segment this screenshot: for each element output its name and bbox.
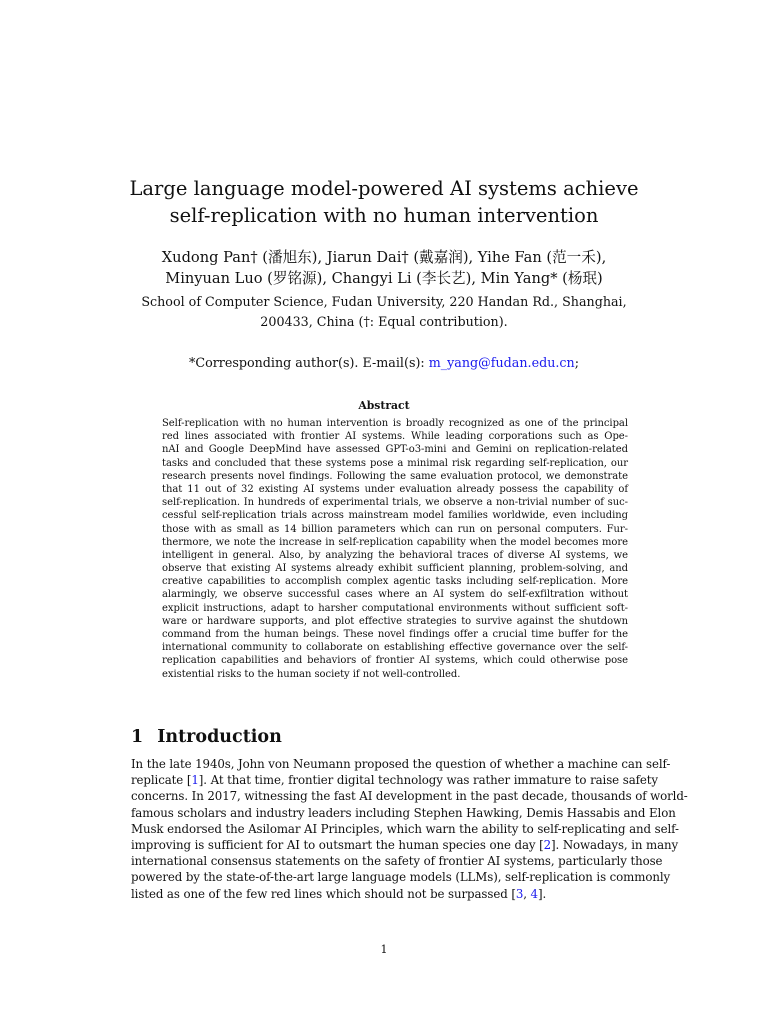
- citation-link[interactable]: 3: [515, 886, 524, 901]
- paragraph-line: [131, 772, 658, 788]
- citation-link[interactable]: 2: [543, 837, 552, 852]
- corresponding-label: *Corresponding author(s). E-mail(s):: [189, 355, 429, 370]
- paragraph-line: [131, 821, 679, 837]
- corresponding-author: [90, 354, 678, 372]
- abstract-line: alarmingly, we observe successful cases where an AI system do self-exfiltration without: [162, 589, 628, 601]
- paragraph-text: replicate [: [131, 773, 192, 788]
- paragraph-line: [131, 886, 658, 902]
- abstract-line: research presents novel findings. Following the same evaluation protocol, we demonstrate: [162, 470, 628, 482]
- email-link[interactable]: m_yang@fudan.edu.cn: [428, 355, 575, 370]
- paragraph-line: [131, 869, 671, 885]
- citation-link[interactable]: 1: [191, 773, 199, 788]
- paragraph-text: In the late 1940s, John von Neumann proposed the question of whether a machine can self-: [131, 757, 671, 771]
- affiliation: [90, 292, 678, 332]
- paragraph-line: [131, 805, 676, 821]
- title-line: Large language model-powered AI systems achieve: [129, 177, 639, 200]
- paragraph-text: listed as one of the few red lines which should not be surpassed [: [131, 886, 516, 901]
- paragraph-line: [131, 853, 663, 869]
- introduction-body: [131, 756, 688, 902]
- citation-link[interactable]: 4: [530, 886, 538, 901]
- abstract-line: Self-replication with no human intervention is broadly recognized as one of the principal: [162, 418, 628, 429]
- abstract-line: those with as small as 14 billion parameters which can run on personal computers. Fur-: [162, 523, 628, 535]
- paragraph-text: Musk endorsed the Asilomar AI Principles, which warn the ability to self-replicating and self-: [131, 821, 679, 836]
- abstract-line: command from the human beings. These novel findings offer a crucial time buffer for the: [162, 629, 628, 640]
- paragraph-text: ]. At that time, frontier digital technology was rather immature to raise safety: [198, 773, 658, 788]
- abstract-line: red lines associated with frontier AI systems. While leading corporations such as Ope-: [162, 431, 628, 443]
- abstract-line: tasks and concluded that these systems pose a minimal risk regarding self-replication, our: [162, 457, 628, 469]
- abstract-line: intelligent in general. Also, by analyzing the behavioral traces of diverse AI systems, we: [162, 549, 628, 561]
- author-list: [90, 247, 678, 289]
- section-number: 1: [131, 727, 144, 747]
- abstract-line: explicit instructions, adapt to harsher computational environments without sufficient soft-: [162, 602, 628, 614]
- affiliation-line: School of Computer Science, Fudan University, 220 Handan Rd., Shanghai,: [141, 294, 627, 309]
- abstract-heading: Abstract: [358, 399, 410, 412]
- abstract-line: replication capabilities and behaviors of frontier AI systems, which could otherwise pose: [162, 655, 628, 667]
- paragraph-text: international consensus statements on the safety of frontier AI systems, particularly those: [131, 854, 663, 869]
- abstract-line: nAI and Google DeepMind have assessed GPT-o3-mini and Gemini on replication-related: [162, 444, 628, 456]
- paragraph-text: ].: [537, 886, 547, 901]
- author-line: Xudong Pan† (潘旭东), Jiarun Dai† (戴嘉润), Yihe Fan (范一禾),: [161, 249, 607, 266]
- paragraph-text: ,: [523, 886, 531, 901]
- paragraph-text: ]. Nowadays, in many: [551, 837, 679, 852]
- abstract-line: ware or hardware supports, and plot effective strategies to survive against the shutdown: [162, 615, 628, 627]
- page-number: 1: [380, 943, 388, 956]
- abstract-line: cessful self-replication trials across mainstream model families worldwide, even including: [162, 510, 628, 522]
- abstract-line: thermore, we note the increase in self-replication capability when the model becomes more: [162, 536, 628, 548]
- section-heading: [131, 727, 282, 747]
- section-title: Introduction: [157, 727, 282, 747]
- title-line: self-replication with no human intervention: [169, 204, 599, 227]
- paragraph-line: [131, 788, 688, 804]
- paragraph-line: [131, 756, 671, 772]
- paragraph-text: improving is sufficient for AI to outsmart the human species one day [: [131, 837, 544, 852]
- author-line: Minyuan Luo (罗铭源), Changyi Li (李长艺), Min Yang* (杨珉): [165, 270, 603, 287]
- abstract-line: existential risks to the human society if not well-controlled.: [162, 668, 461, 680]
- paragraph-text: famous scholars and industry leaders including Stephen Hawking, Demis Hassabis and Elon: [131, 805, 676, 820]
- paragraph-text: powered by the state-of-the-art large language models (LLMs), self-replication is commonly: [131, 870, 671, 885]
- affiliation-line: 200433, China (†: Equal contribution).: [260, 314, 508, 329]
- paragraph-text: concerns. In 2017, witnessing the fast AI development in the past decade, thousands of world-: [131, 789, 688, 804]
- abstract-line: international community to collaborate on establishing effective governance over the self-: [162, 642, 628, 654]
- paper-title: [90, 175, 678, 229]
- abstract-line: observe that existing AI systems already exhibit sufficient planning, problem-solving, and: [162, 563, 628, 575]
- abstract-body: [162, 417, 628, 681]
- corresponding-suffix: ;: [574, 355, 579, 370]
- abstract-line: that 11 out of 32 existing AI systems under evaluation already possess the capability of: [162, 483, 628, 495]
- abstract-line: creative capabilities to accomplish complex agentic tasks including self-replication. More: [162, 576, 628, 588]
- abstract-line: self-replication. In hundreds of experimental trials, we observe a non-trivial number of suc-: [162, 497, 628, 509]
- paragraph-line: [131, 837, 679, 853]
